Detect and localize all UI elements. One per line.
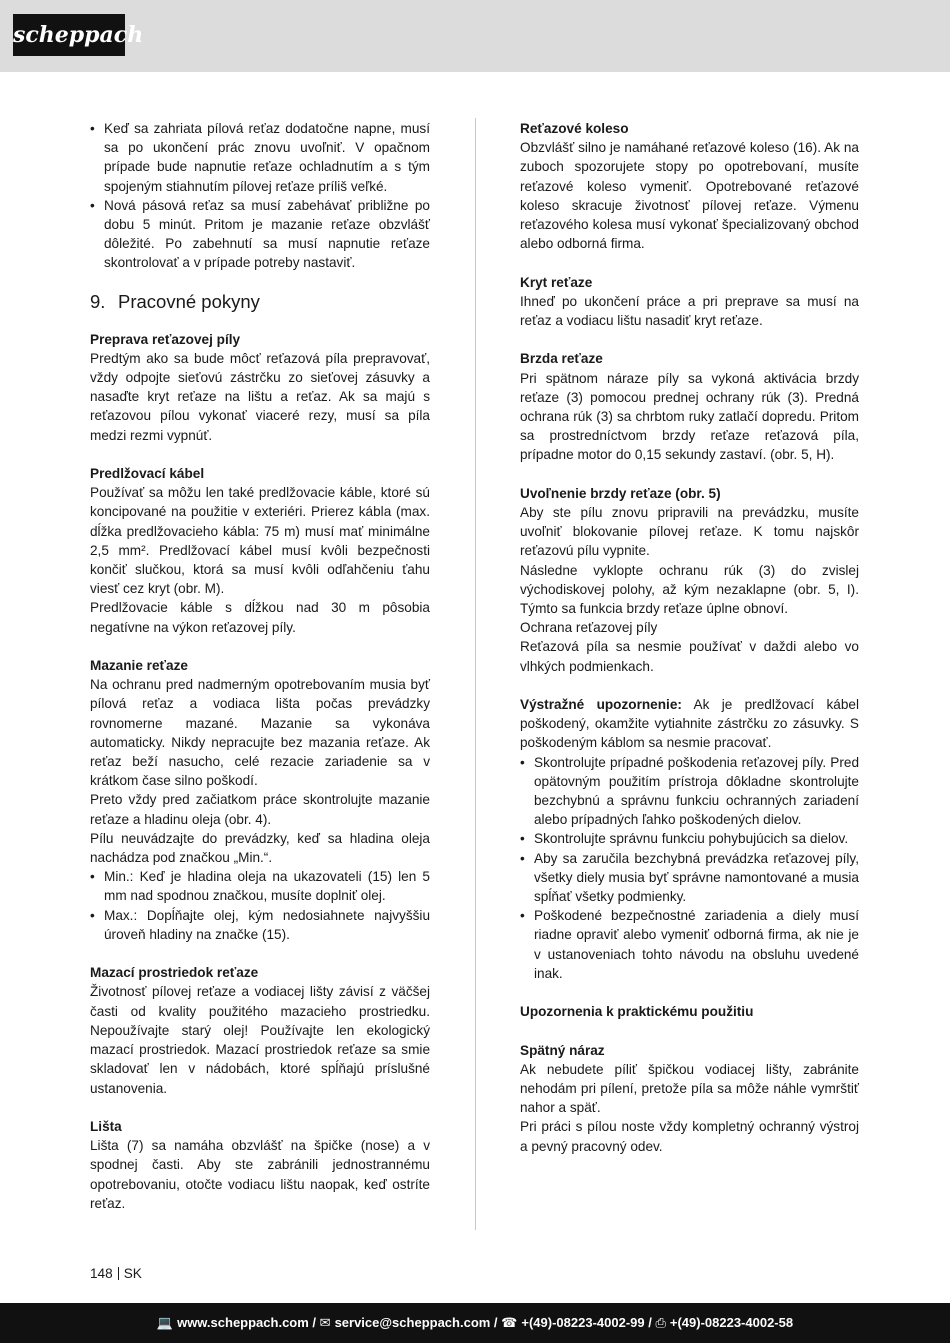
- fax-icon: ⎙: [655, 1315, 666, 1330]
- footer-fax: +(49)-08223-4002-58: [669, 1315, 794, 1330]
- release-text: Aby ste pílu znovu pripravili na prevádzku, musíte uvoľniť blokovanie pílovej reťaze. K tomu najskôr reťazovú pílu vypnite.: [520, 505, 859, 559]
- brake-text: Pri spätnom náraze píly sa vykoná aktivácia brzdy reťaze (3) pomocou prednej ochrany rúk (3). Predná ochrana rúk (3) sa chrbtom ruky zatlačí dopredu. Pritom sa prostredníctvom brzdy reťaze reťazová píla, prípadne motor do 0,15 sekundy zastaví. (obr. 5, H).: [520, 370, 859, 463]
- list-item: • Nová pásová reťaz sa musí zabehávať približne po dobu 5 minút. Pritom je mazanie reťaze obzvlášť dôležité. Po zabehnutí sa musí napnutie reťaze skontrolovať a v prípade potreby nastaviť.: [90, 196, 430, 273]
- cable-heading: Predlžovací kábel: [90, 466, 205, 482]
- practical-heading: Upozornenia k praktickému použitiu: [520, 1004, 754, 1020]
- list-item: • Poškodené bezpečnostné zariadenia a diely musí riadne opraviť alebo vymeniť odborná firma, ak nie je v ustanoveniach tohto návodu na obsluhu uvedené inak.: [520, 906, 859, 983]
- page-language: SK: [123, 1266, 142, 1281]
- page-number-separator: [118, 1267, 119, 1280]
- list-item: • Min.: Keď je hladina oleja na ukazovateli (15) len 5 mm nad spodnou značkou, musíte doplniť olej.: [90, 867, 430, 905]
- page-number: [90, 1265, 142, 1283]
- section-number: 9.: [90, 290, 106, 312]
- cover-heading: Kryt reťaze: [520, 274, 593, 290]
- phone-icon: ☎: [501, 1315, 518, 1330]
- section-title: Pracovné pokyny: [118, 290, 260, 312]
- bar-text: Lišta (7) sa namáha obzvlášť na špičke (nose) a v spodnej časti. Aby ste zabránili jednostrannému opotrebovaniu, otočte vodiacu lištu naopak, keď ostríte reťaz.: [90, 1138, 430, 1211]
- release-text-2: Následne vyklopte ochranu rúk (3) do zvislej východiskovej polohy, až kým nezaklapne (obr. 5, I). Týmto sa funkcia brzdy reťaze úplne obnoví.: [520, 562, 859, 617]
- right-column: [520, 119, 859, 1156]
- sprocket-heading: Reťazové koleso: [520, 121, 629, 136]
- oil-level-list: [90, 867, 430, 944]
- section-heading: [90, 290, 430, 314]
- tension-bullet-list: [90, 119, 430, 273]
- footer-website: www.scheppach.com /: [177, 1315, 317, 1330]
- release-text-4: Reťazová píla sa nesmie používať v daždi alebo vo vlhkých podmienkach.: [520, 639, 859, 674]
- envelope-icon: ✉: [319, 1315, 331, 1330]
- list-item: • Keď sa zahriata pílová reťaz dodatočne napne, musí sa po ukončení prác znovu uvoľniť. V opačnom prípade bude napnutie reťaze ochladnutím a s tým spojeným stiahnutím pílovej reťaze príliš veľké.: [90, 119, 430, 196]
- brake-heading: Brzda reťaze: [520, 351, 603, 367]
- warning-text: Ak je predlžovací kábel poškodený, okamžite vytiahnite zástrčku zo zásuvky. S poškodeným káblom sa nesmie pracovať.: [520, 697, 859, 751]
- footer-phone: +(49)-08223-4002-99 /: [521, 1315, 652, 1330]
- kickback-text-2: Pri práci s pílou noste vždy kompletný ochranný výstroj a pevný pracovný odev.: [520, 1119, 859, 1154]
- release-heading: Uvoľnenie brzdy reťaze (obr. 5): [520, 485, 721, 501]
- left-column: [90, 119, 430, 1213]
- cable-text-2: Predlžovacie káble s dĺžkou nad 30 m pôsobia negatívne na výkon reťazovej píly.: [90, 600, 430, 635]
- footer-email: service@scheppach.com /: [334, 1315, 498, 1330]
- kickback-text: Ak nebudete píliť špičkou vodiacej lišty, zabránite nehodám pri pílení, pretože píla sa môže náhle vymrštiť nahor a späť.: [520, 1061, 859, 1116]
- page-header: [0, 0, 950, 72]
- release-text-3: Ochrana reťazovej píly: [520, 620, 658, 636]
- sprocket-text: Obzvlášť silno je namáhané reťazové koleso (16). Ak na zuboch spozorujete stopy po opotrebovaní, musíte reťazové koleso vymeniť. Opotrebované reťazové koleso skracuje životnosť pílovej reťaze. Výmenu reťazového kolesa musí vykonať špecializovaný obchod alebo odborná firma.: [520, 140, 859, 252]
- lube-text-2: Preto vždy pred začiatkom práce skontrolujte mazanie reťaze a hladinu oleja (obr. 4).: [90, 792, 430, 827]
- lubricant-heading: Mazací prostriedok reťaze: [90, 965, 259, 981]
- list-item: • Skontrolujte prípadné poškodenia reťazovej píly. Pred opätovným použitím prístroja dôkladne skontrolujte bezchybnú a správnu funkciu ochranných zariadení alebo prípadných ľahko poškodených dielov.: [520, 753, 859, 830]
- transport-text: Predtým ako sa bude môcť reťazová píla prepravovať, vždy odpojte sieťovú zástrčku zo sieťovej zásuvky a nasaďte kryt reťaze na lištu a reťaz. Ak sa majú s reťazovou pílou vykonať viaceré rezy, musí sa píla medzi rezmi vypnúť.: [90, 350, 430, 443]
- computer-icon: 💻: [156, 1315, 174, 1330]
- bar-heading: Lišta: [90, 1118, 122, 1134]
- list-item: • Max.: Dopĺňajte olej, kým nedosiahnete najvyššiu úroveň hladiny na značke (15).: [90, 906, 430, 944]
- cable-text: Používať sa môžu len také predlžovacie káble, ktoré sú koncipované na použitie v exteriéri. Prierez kábla (max. dĺžka predlžovacieho kábla: 75 m) musí mať minimálne 2,5 mm². Predlžovací kábel musí kvôli bezpečnosti končiť slučkou, ktorá sa musí kvôli odľahčeniu ťahu viesť cez kryt (obr. M).: [90, 485, 430, 597]
- cover-text: Ihneď po ukončení práce a pri preprave sa musí na reťaz a vodiacu lištu nasadiť kryt reťaze.: [520, 293, 859, 329]
- scheppach-logo: scheppach: [13, 14, 125, 56]
- lube-text: Na ochranu pred nadmerným opotrebovaním musia byť pílová reťaz a vodiaca lišta počas prevádzky rovnomerne mazané. Mazanie sa vykonáva automaticky. Nikdy nepracujte bez mazania reťaze. Ak reťaz beží nasucho, celé rezacie zariadenie sa v krátkom čase silno poškodí.: [90, 677, 430, 789]
- page-number-value: 148: [90, 1266, 113, 1281]
- warning-bullet-list: [520, 753, 859, 983]
- lube-heading: Mazanie reťaze: [90, 658, 188, 674]
- list-item: • Aby sa zaručila bezchybná prevádzka reťazovej píly, všetky diely musia byť správne namontované a musia spĺňať všetky podmienky.: [520, 849, 859, 907]
- list-item: • Skontrolujte správnu funkciu pohybujúcich sa dielov.: [520, 829, 859, 848]
- warning-paragraph: [520, 695, 859, 753]
- lube-text-3: Pílu neuvádzajte do prevádzky, keď sa hladina oleja nachádza pod značkou „Min.“.: [90, 830, 430, 866]
- page-footer: [0, 1303, 950, 1343]
- warning-label: Výstražné upozornenie:: [520, 697, 682, 713]
- lubricant-text: Životnosť pílovej reťaze a vodiacej lišty závisí z väčšej časti od kvality použitého mazacieho prostriedku. Nepoužívajte starý olej! Používajte len ekologický mazací prostriedok. Mazací prostriedok reťaze sa smie skladovať len v nádobách, ktoré spĺňajú príslušné ustanovenia.: [90, 984, 430, 1096]
- transport-heading: Preprava reťazovej píly: [90, 331, 241, 347]
- column-divider: [475, 118, 476, 1230]
- kickback-heading: Spätný náraz: [520, 1042, 605, 1058]
